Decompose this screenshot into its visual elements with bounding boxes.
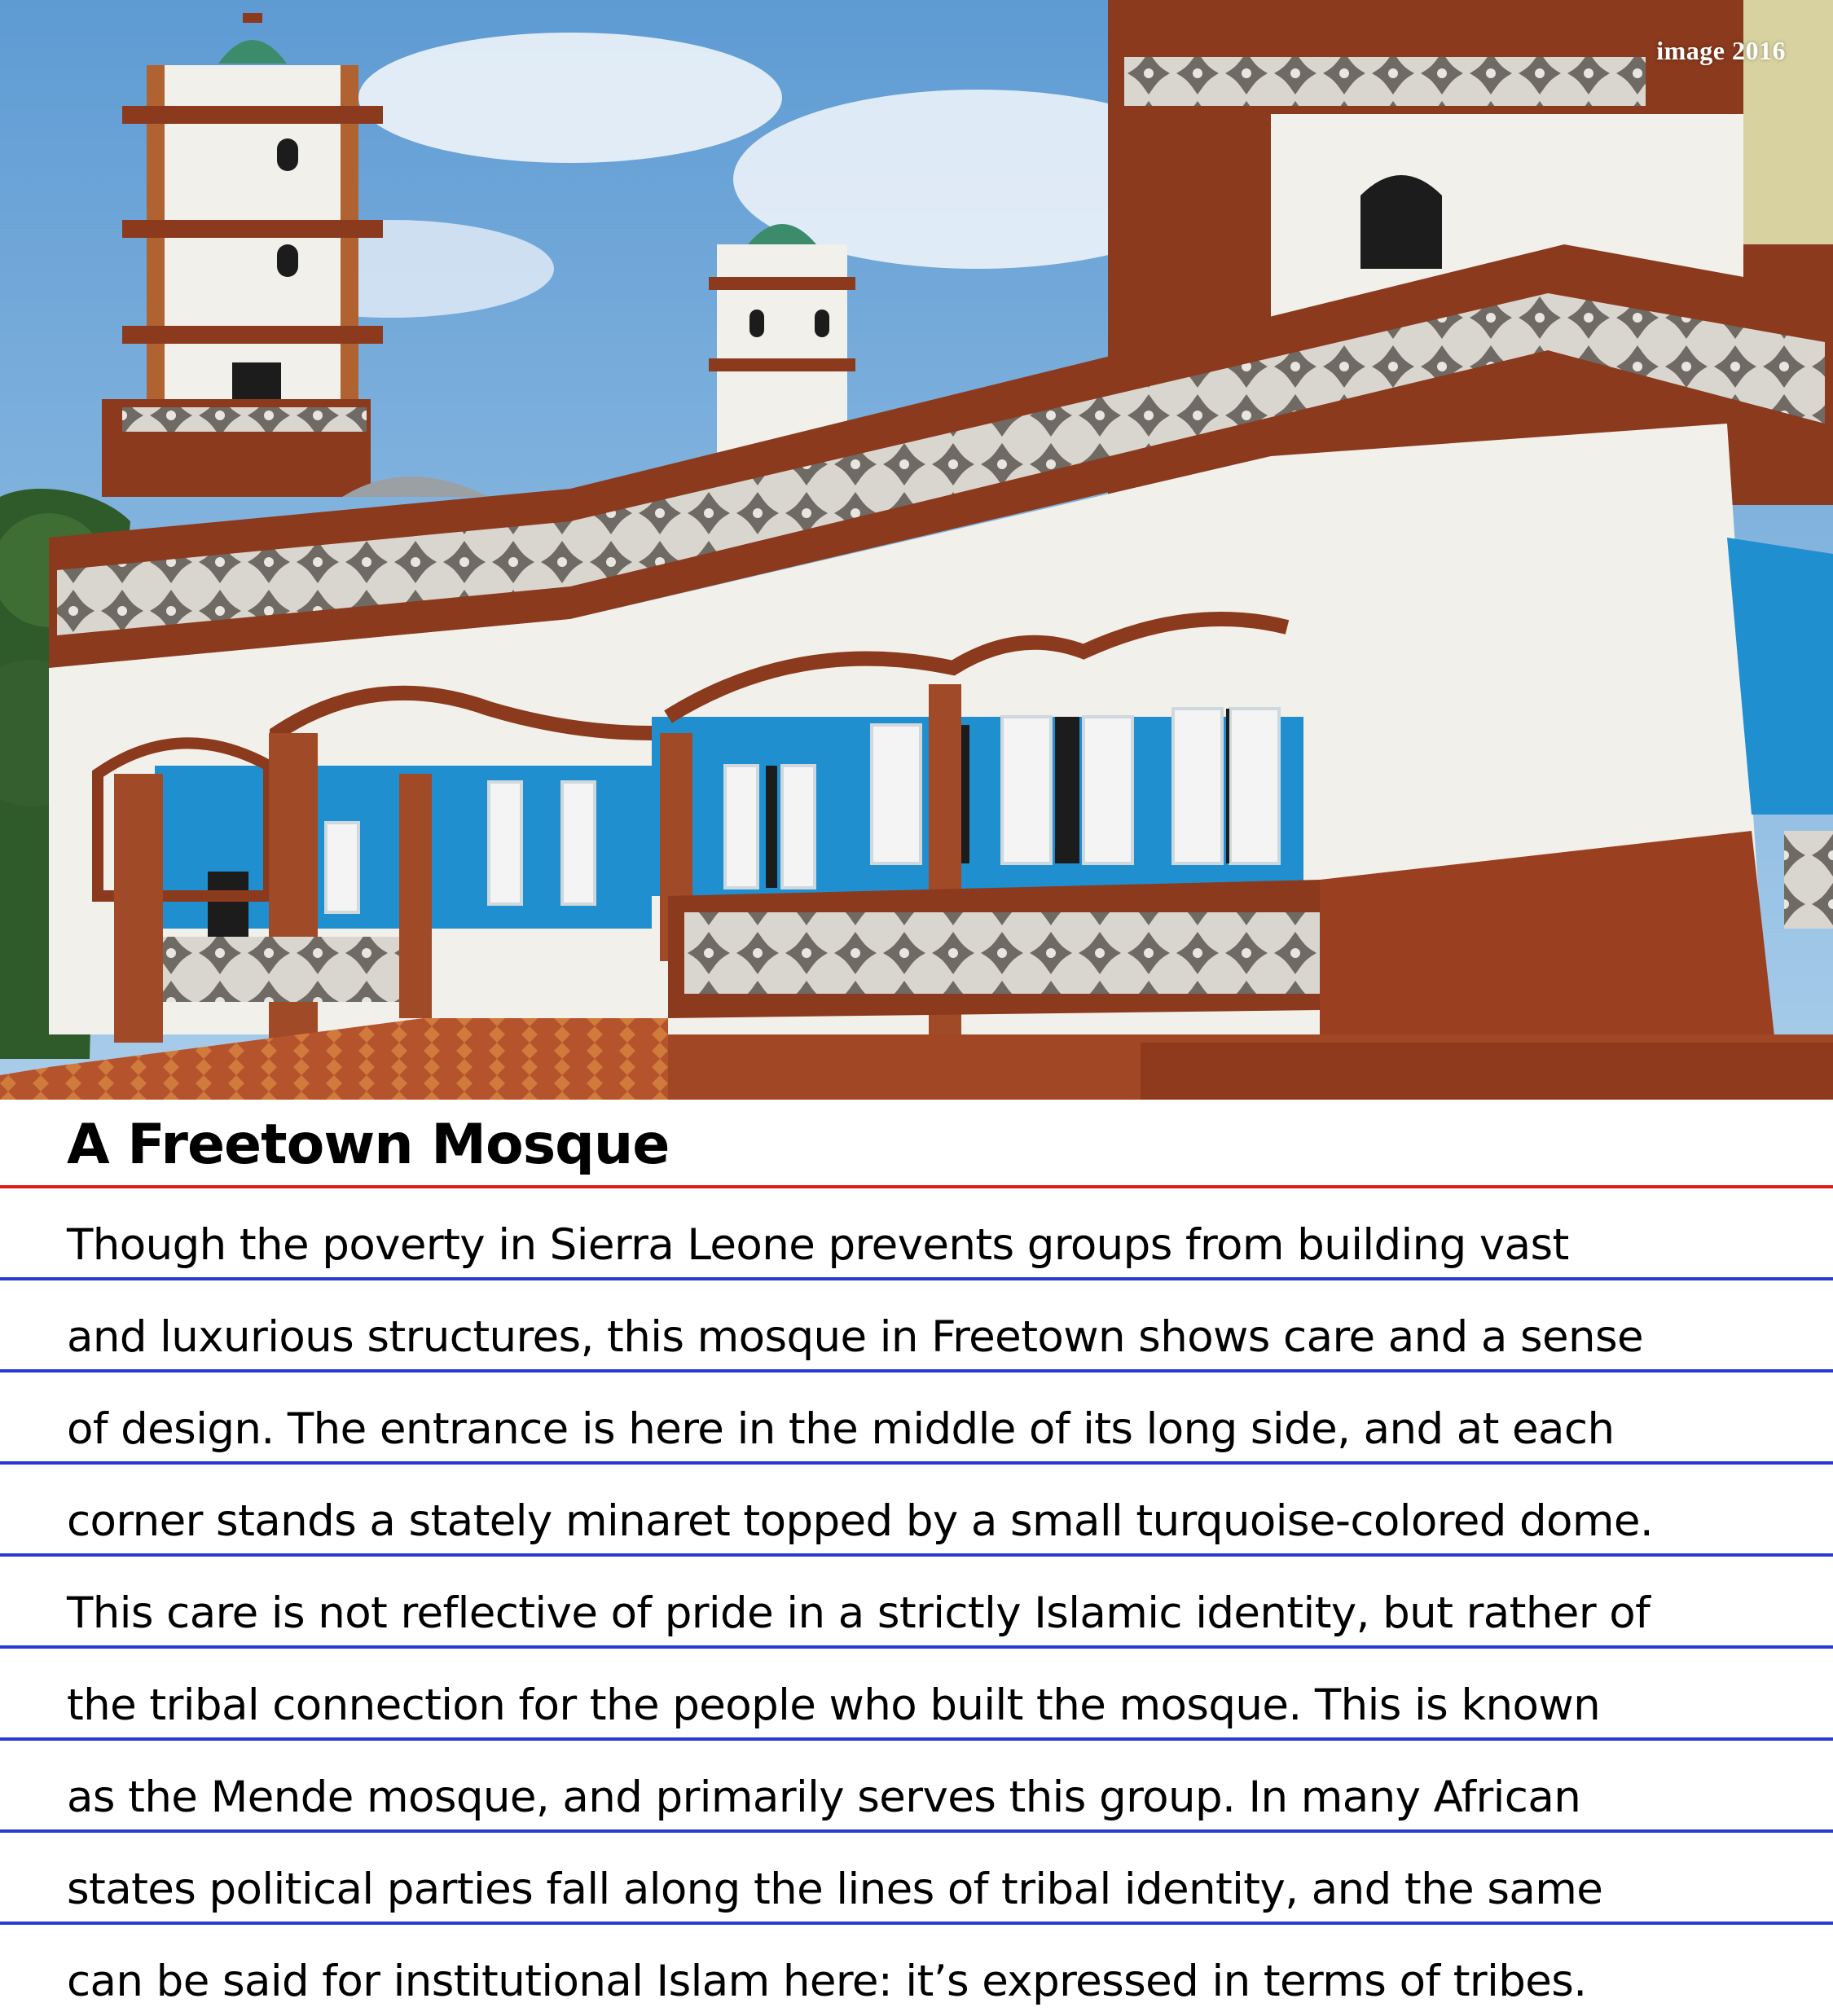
image-credit: image 2016 <box>1656 36 1786 65</box>
title-underline <box>0 1185 1833 1188</box>
body-line: states political parties fall along the lines of tribal identity, and the same <box>67 1864 1603 1914</box>
body-line: This care is not reflective of pride in a strictly Islamic identity, but rather of <box>67 1588 1651 1638</box>
body-line: as the Mende mosque, and primarily serves this group. In many African <box>67 1772 1581 1822</box>
body-line: corner stands a stately minaret topped by a small turquoise-colored dome. <box>67 1496 1654 1546</box>
body-line: and luxurious structures, this mosque in Freetown shows care and a sense <box>67 1312 1644 1362</box>
line-rule <box>0 1645 1833 1649</box>
body-line: Though the poverty in Sierra Leone prevents groups from building vast <box>67 1220 1569 1270</box>
body-line: can be said for institutional Islam here: it’s expressed in terms of tribes. <box>67 1957 1587 2006</box>
line-rule <box>0 1737 1833 1741</box>
line-rule <box>0 1922 1833 1925</box>
line-rule <box>0 1277 1833 1280</box>
body-line: of design. The entrance is here in the middle of its long side, and at each <box>67 1404 1615 1454</box>
line-rule <box>0 1461 1833 1465</box>
body-line: the tribal connection for the people who built the mosque. This is known <box>67 1680 1601 1730</box>
line-rule <box>0 1553 1833 1557</box>
line-rule <box>0 1369 1833 1373</box>
line-rule <box>0 1829 1833 1833</box>
article-title: A Freetown Mosque <box>67 1113 670 1177</box>
